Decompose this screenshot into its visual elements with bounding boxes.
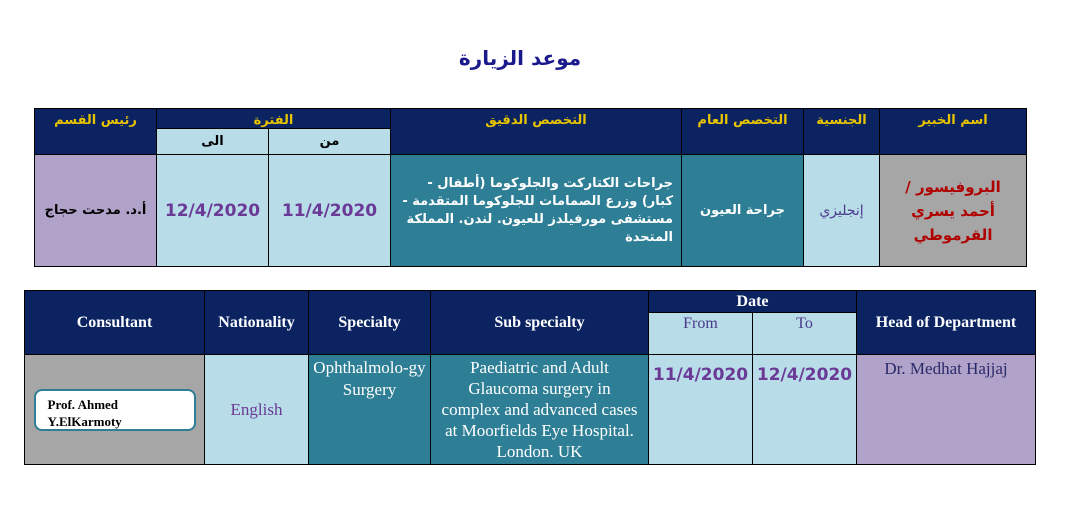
header-head-of-department: رئيس القسم <box>35 109 157 155</box>
english-visit-table <box>24 290 1036 465</box>
consultant-name: Prof. Ahmed Y.ElKarmoty <box>34 389 196 431</box>
header-from: من <box>269 129 391 155</box>
header-specialty: Specialty <box>309 291 431 355</box>
head-of-department-en: Dr. Medhat Hajjaj <box>857 355 1036 465</box>
specialty-en: Ophthalmolo-gy Surgery <box>309 355 431 465</box>
header-period: الفترة <box>157 109 391 129</box>
header-general-specialty: التخصص العام <box>682 109 804 155</box>
header-date: Date <box>649 291 857 313</box>
header-sub-specialty: التخصص الدقيق <box>391 109 682 155</box>
header-sub-specialty-en: Sub specialty <box>431 291 649 355</box>
general-specialty-ar: جراحة العيون <box>682 155 804 267</box>
sub-specialty-en: Paediatric and Adult Glaucoma surgery in complex and advanced cases at Moorfields Eye Hospital. London. UK <box>431 355 649 465</box>
header-head-of-department-en: Head of Department <box>857 291 1036 355</box>
header-expert-name: اسم الخبير <box>880 109 1027 155</box>
header-to-en: To <box>753 313 857 355</box>
header-from-en: From <box>649 313 753 355</box>
date-from-ar: 11/4/2020 <box>269 155 391 267</box>
header-nationality-en: Nationality <box>205 291 309 355</box>
header-nationality: الجنسية <box>804 109 880 155</box>
nationality-en: English <box>205 355 309 465</box>
arabic-visit-table <box>34 108 1027 267</box>
header-to: الى <box>157 129 269 155</box>
nationality-ar: إنجليزي <box>804 155 880 267</box>
head-of-department-ar: أ.د. مدحت حجاج <box>35 155 157 267</box>
sub-specialty-ar: جراحات الكتاركت والجلوكوما (أطفال - كبار) وزرع الصمامات للجلوكوما المتقدمة - مستشفى مورفيلدز للعيون. لندن. المملكة المتحدة <box>391 155 682 267</box>
header-consultant: Consultant <box>25 291 205 355</box>
date-to-en: 12/4/2020 <box>753 355 857 465</box>
consultant-cell <box>25 355 205 465</box>
page-title: موعد الزيارة <box>458 46 582 70</box>
date-from-en: 11/4/2020 <box>649 355 753 465</box>
expert-name-ar: البروفيسور / أحمد يسري القرموطي <box>880 155 1027 267</box>
date-to-ar: 12/4/2020 <box>157 155 269 267</box>
